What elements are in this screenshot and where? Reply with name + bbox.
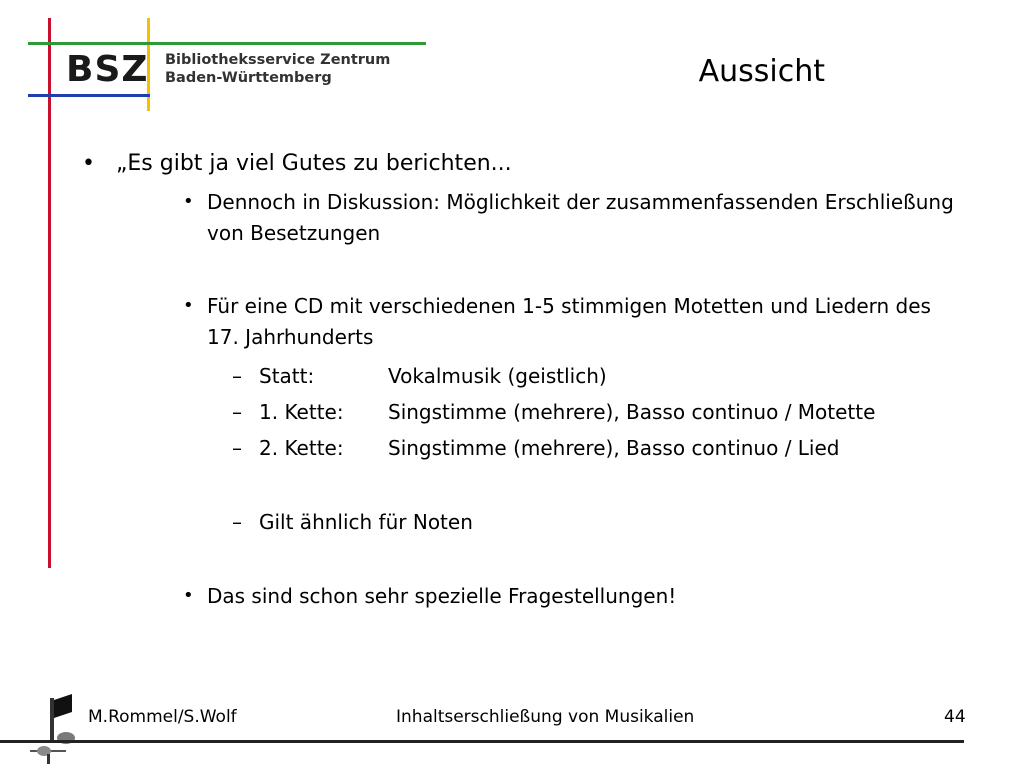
list-item-value: Vokalmusik (geistlich) [388, 364, 607, 388]
bullet-sub-1 [183, 187, 963, 249]
logo-abbreviation: BSZ [66, 49, 149, 90]
list-item-key: 2. Kette: [259, 436, 344, 460]
logo-green-line [28, 42, 426, 45]
music-note-icon [30, 694, 78, 764]
footer-topic: Inhaltserschließung von Musikalien [396, 707, 695, 727]
logo-name-line1: Bibliotheksservice Zentrum [165, 52, 391, 68]
list-item [232, 433, 992, 463]
bullet-sub-3 [183, 581, 963, 612]
bullet-main [82, 149, 512, 179]
dash-icon: – [232, 400, 242, 424]
slide-title: Aussicht [698, 54, 825, 89]
note-item-text: Gilt ähnlich für Noten [259, 510, 473, 534]
list-item [232, 397, 992, 427]
logo-name [165, 51, 390, 87]
footer-divider [0, 740, 964, 743]
bullet-sub-2-text: Für eine CD mit verschiedenen 1-5 stimmigen Motetten und Liedern des 17. Jahrhunderts [207, 294, 931, 349]
bullet-icon: • [183, 585, 194, 606]
page-number: 44 [944, 707, 966, 727]
list-item-key: Statt: [259, 364, 315, 388]
bullet-icon: • [183, 295, 194, 316]
bullet-sub-3-text: Das sind schon sehr spezielle Fragestellungen! [207, 584, 677, 608]
bullet-sub-1-text: Dennoch in Diskussion: Möglichkeit der zusammenfassenden Erschließung von Besetzungen [207, 190, 954, 245]
dash-icon: – [232, 510, 242, 534]
list-item-value: Singstimme (mehrere), Basso continuo / Lied [388, 436, 840, 460]
logo-blue-line [28, 94, 150, 97]
logo-name-line2: Baden-Württemberg [165, 70, 332, 86]
bullet-main-text: „Es gibt ja viel Gutes zu berichten... [116, 151, 512, 176]
footer-authors: M.Rommel/S.Wolf [88, 707, 237, 727]
logo-red-line [48, 18, 51, 568]
dash-icon: – [232, 364, 242, 388]
bullet-icon: • [183, 191, 194, 212]
dash-icon: – [232, 436, 242, 460]
bullet-sub-2 [183, 291, 963, 353]
bullet-icon: • [82, 151, 95, 176]
note-item [232, 507, 992, 537]
list-item-key: 1. Kette: [259, 400, 344, 424]
list-item [232, 361, 992, 391]
list-item-value: Singstimme (mehrere), Basso continuo / Motette [388, 400, 876, 424]
